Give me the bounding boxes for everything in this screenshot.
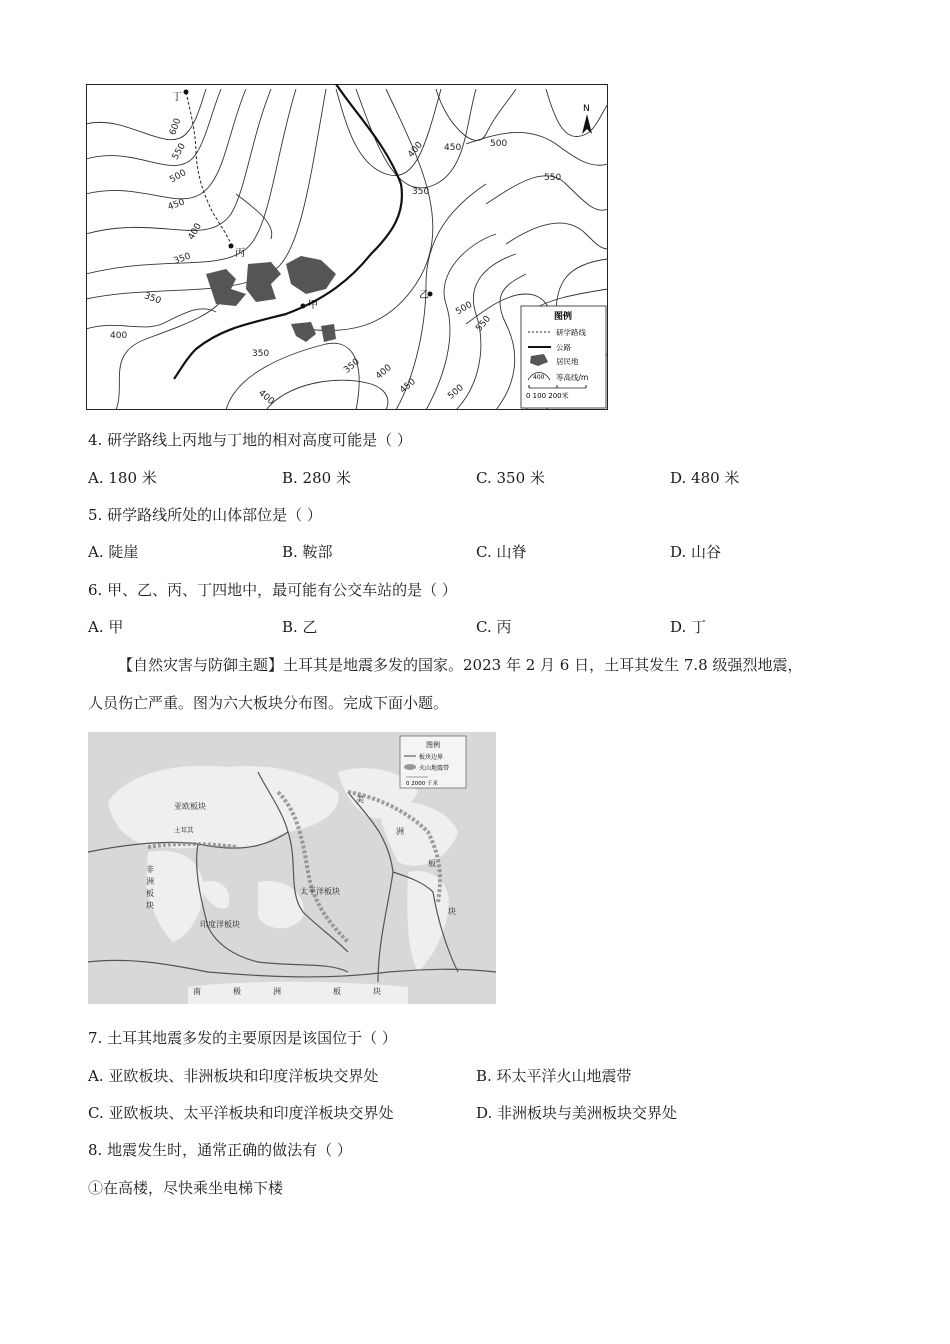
label-american-2: 洲 — [396, 827, 404, 836]
topo-legend — [521, 306, 606, 408]
contour-label: 550 — [170, 141, 188, 162]
label-eurasian-plate: 亚欧板块 — [174, 802, 206, 811]
topographic-map — [86, 84, 608, 410]
question-4: 4. 研学路线上丙地与丁地的相对高度可能是（ ） — [88, 431, 412, 449]
label-antarctic-4: 板 — [333, 987, 341, 996]
q5-option-d[interactable]: D. 山谷 — [670, 543, 722, 561]
question-7: 7. 土耳其地震多发的主要原因是该国位于（ ） — [88, 1029, 397, 1047]
plate-legend-boundary: 板块边界 — [419, 754, 444, 761]
label-pacific-plate: 太平洋板块 — [300, 887, 340, 896]
plate-legend-volcanic: 火山地震带 — [419, 765, 450, 772]
label-antarctic-2: 极 — [233, 987, 241, 996]
legend-title: 图例 — [554, 312, 573, 322]
q5-option-b[interactable]: B. 鞍部 — [282, 543, 333, 561]
legend-item-road: 公路 — [556, 343, 571, 352]
plate-legend — [400, 736, 466, 788]
label-american-4: 块 — [448, 907, 456, 916]
q5-option-c[interactable]: C. 山脊 — [476, 543, 527, 561]
contour-label: 500 — [168, 168, 189, 186]
plate-map — [88, 732, 496, 1004]
intro-line-1: 【自然灾害与防御主题】土耳其是地震多发的国家。2023 年 2 月 6 日，土耳其发生 7.8 级强烈地震， — [118, 656, 803, 674]
label-american-3: 板 — [428, 859, 436, 868]
question-8: 8. 地震发生时，通常正确的做法有（ ） — [88, 1141, 352, 1159]
label-african-4: 块 — [146, 901, 154, 910]
contour-label: 350 — [252, 349, 270, 359]
legend-item-contour: 等高线/m — [556, 373, 589, 382]
q4-option-d[interactable]: D. 480 米 — [670, 469, 740, 487]
plate-legend-title: 图例 — [426, 741, 440, 749]
contour-label: 500 — [490, 139, 508, 149]
q6-option-a[interactable]: A. 甲 — [88, 618, 124, 636]
question-6: 6. 甲、乙、丙、丁四地中，最可能有公交车站的是（ ） — [88, 581, 457, 599]
q4-option-c[interactable]: C. 350 米 — [476, 469, 545, 487]
label-american-1: 美 — [356, 795, 364, 804]
contour-label: 450 — [444, 143, 462, 153]
plate-map-svg — [88, 732, 496, 1004]
place-label-bing: 丙 — [235, 248, 245, 259]
q7-option-c[interactable]: C. 亚欧板块、太平洋板块和印度洋板块交界处 — [88, 1104, 394, 1122]
q4-option-b[interactable]: B. 280 米 — [282, 469, 351, 487]
q6-option-d[interactable]: D. 丁 — [670, 618, 707, 636]
label-african-2: 洲 — [146, 877, 154, 886]
question-5: 5. 研学路线所处的山体部位是（ ） — [88, 506, 322, 524]
contour-label: 350 — [142, 291, 163, 307]
svg-text:400: 400 — [533, 374, 545, 381]
intro-line-2: 人员伤亡严重。图为六大板块分布图。完成下面小题。 — [88, 694, 449, 712]
label-african-3: 板 — [146, 889, 154, 898]
contour-label: 400 — [256, 388, 276, 408]
place-label-yi: 乙 — [419, 290, 429, 301]
contour-label: 550 — [474, 314, 494, 334]
q7-option-b[interactable]: B. 环太平洋火山地震带 — [476, 1067, 632, 1085]
place-label-ding: 丁 — [172, 92, 182, 103]
plate-legend-scale: 0 2000 千米 — [406, 781, 438, 787]
contour-label: 600 — [168, 117, 184, 137]
q6-option-b[interactable]: B. 乙 — [282, 618, 318, 636]
label-antarctic-1: 南 — [193, 987, 201, 996]
label-african-1: 非 — [146, 865, 154, 874]
contour-label: 450 — [166, 197, 187, 213]
label-antarctic-5: 块 — [373, 987, 381, 996]
contour-label: 350 — [412, 187, 430, 197]
contour-label: 550 — [544, 173, 562, 183]
contour-label: 400 — [374, 362, 394, 382]
q6-option-c[interactable]: C. 丙 — [476, 618, 512, 636]
legend-scale: 0 100 200米 — [526, 392, 569, 400]
legend-item-route: 研学路线 — [556, 328, 586, 337]
label-antarctic-3: 洲 — [273, 987, 281, 996]
contour-label: 500 — [446, 382, 466, 402]
place-label-jia: 甲 — [308, 300, 318, 311]
contour-label: 400 — [406, 140, 426, 160]
q5-option-a[interactable]: A. 陡崖 — [88, 543, 139, 561]
q8-item-1: ①在高楼，尽快乘坐电梯下楼 — [88, 1179, 284, 1197]
contour-label: 450 — [398, 376, 418, 396]
topographic-map-svg — [86, 84, 608, 410]
svg-text:N: N — [583, 104, 590, 114]
label-turkey: 土耳其 — [174, 826, 194, 834]
label-indian-plate: 印度洋板块 — [200, 920, 240, 929]
q7-option-d[interactable]: D. 非洲板块与美洲板块交界处 — [476, 1104, 678, 1122]
contour-label: 500 — [454, 300, 475, 318]
contour-label: 350 — [342, 356, 362, 376]
q4-option-a[interactable]: A. 180 米 — [88, 469, 157, 487]
legend-item-settlement: 居民地 — [556, 357, 579, 366]
q7-option-a[interactable]: A. 亚欧板块、非洲板块和印度洋板块交界处 — [88, 1067, 379, 1085]
contour-label: 400 — [110, 331, 128, 341]
contour-label: 400 — [186, 221, 204, 242]
contour-label: 350 — [172, 251, 193, 267]
